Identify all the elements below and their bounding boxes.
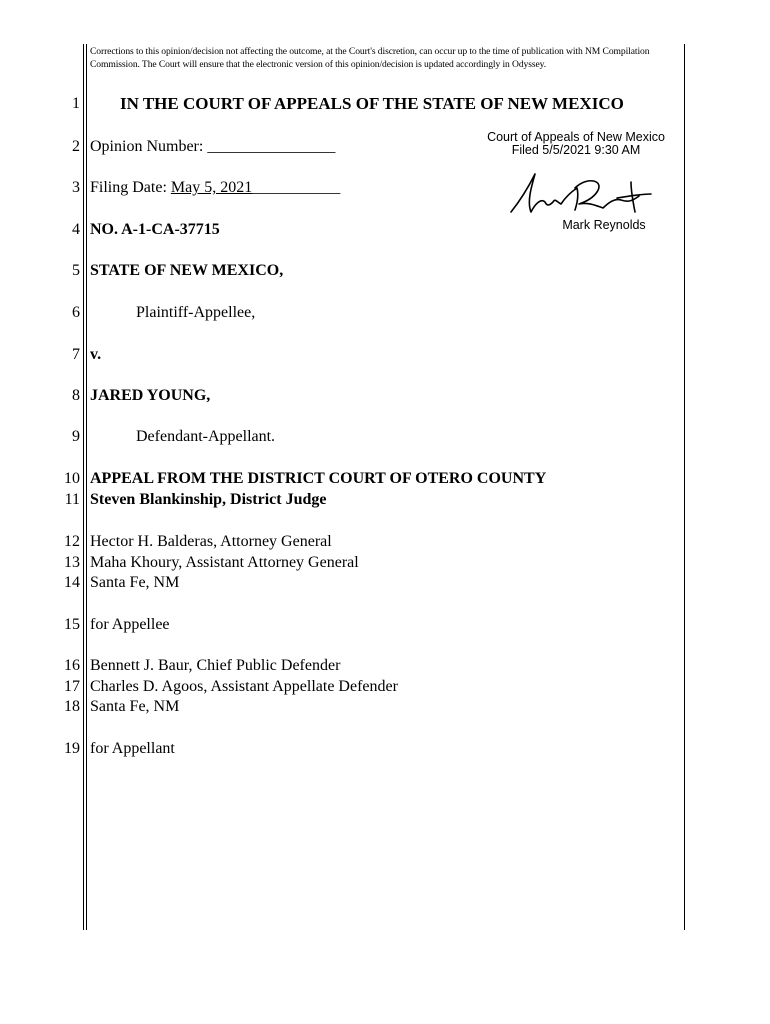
left-margin-rule-inner <box>86 44 87 930</box>
line-number: 5 <box>72 262 80 279</box>
stamp-filed: Filed 5/5/2021 9:30 AM <box>511 143 641 157</box>
line-number: 11 <box>64 491 80 508</box>
line-number: 18 <box>64 698 80 715</box>
line-number: 16 <box>64 657 80 674</box>
filing-date-value: May 5, 2021 <box>170 179 253 196</box>
line-number: 10 <box>64 470 80 487</box>
appellant-counsel-line: Charles D. Agoos, Assistant Appellate Defender <box>90 678 398 695</box>
plaintiff-role: Plaintiff-Appellee, <box>136 304 256 321</box>
stamp-signer: Mark Reynolds <box>562 218 646 232</box>
line-number: 17 <box>64 678 80 695</box>
line-number: 13 <box>64 554 80 571</box>
court-title: IN THE COURT OF APPEALS OF THE STATE OF NEW MEXICO <box>120 94 624 113</box>
line-number: 3 <box>72 179 80 196</box>
filing-date-label: Filing Date: <box>90 179 167 196</box>
line-number: 6 <box>72 304 80 321</box>
line-number: 19 <box>64 740 80 757</box>
appellee-counsel-line: Maha Khoury, Assistant Attorney General <box>90 554 359 571</box>
signature-image <box>505 168 655 218</box>
filing-date-blank: ___________ <box>252 179 341 196</box>
line-number: 4 <box>72 221 80 238</box>
line-number: 8 <box>72 387 80 404</box>
line-number: 7 <box>72 346 80 363</box>
appellee-counsel-line: Santa Fe, NM <box>90 574 180 591</box>
defendant-role: Defendant-Appellant. <box>136 428 276 445</box>
stamp-court: Court of Appeals of New Mexico <box>487 130 665 144</box>
opinion-number-blank: ________________ <box>207 138 336 155</box>
opinion-number-label: Opinion Number: <box>90 138 204 155</box>
plaintiff-name: STATE OF NEW MEXICO, <box>90 262 284 279</box>
line-number: 1 <box>72 95 80 112</box>
line-number: 2 <box>72 138 80 155</box>
for-appellee: for Appellee <box>90 616 170 633</box>
appellee-counsel-line: Hector H. Balderas, Attorney General <box>90 533 332 550</box>
filing-date-line <box>90 178 340 198</box>
appellant-counsel-line: Santa Fe, NM <box>90 698 180 715</box>
opinion-number-line <box>90 137 335 157</box>
line-number: 9 <box>72 428 80 445</box>
line-number: 14 <box>64 574 80 591</box>
defendant-name: JARED YOUNG, <box>90 387 211 404</box>
appellant-counsel-line: Bennett J. Baur, Chief Public Defender <box>90 657 341 674</box>
appeal-from: APPEAL FROM THE DISTRICT COURT OF OTERO COUNTY <box>90 470 547 487</box>
right-margin-rule <box>684 44 685 930</box>
case-number: NO. A-1-CA-37715 <box>90 221 220 238</box>
left-margin-rule-outer <box>83 44 84 930</box>
corrections-notice: Corrections to this opinion/decision not affecting the outcome, at the Court's discretion, can occur up to the time of publication with NM Compilation Commission. The Court will ensure that the electronic version of this opinion/decision is updated accordingly in Odyssey. <box>90 46 650 70</box>
line-number: 12 <box>64 533 80 550</box>
for-appellant: for Appellant <box>90 740 175 757</box>
line-number: 15 <box>64 616 80 633</box>
versus: v. <box>90 346 102 363</box>
district-judge: Steven Blankinship, District Judge <box>90 491 327 508</box>
